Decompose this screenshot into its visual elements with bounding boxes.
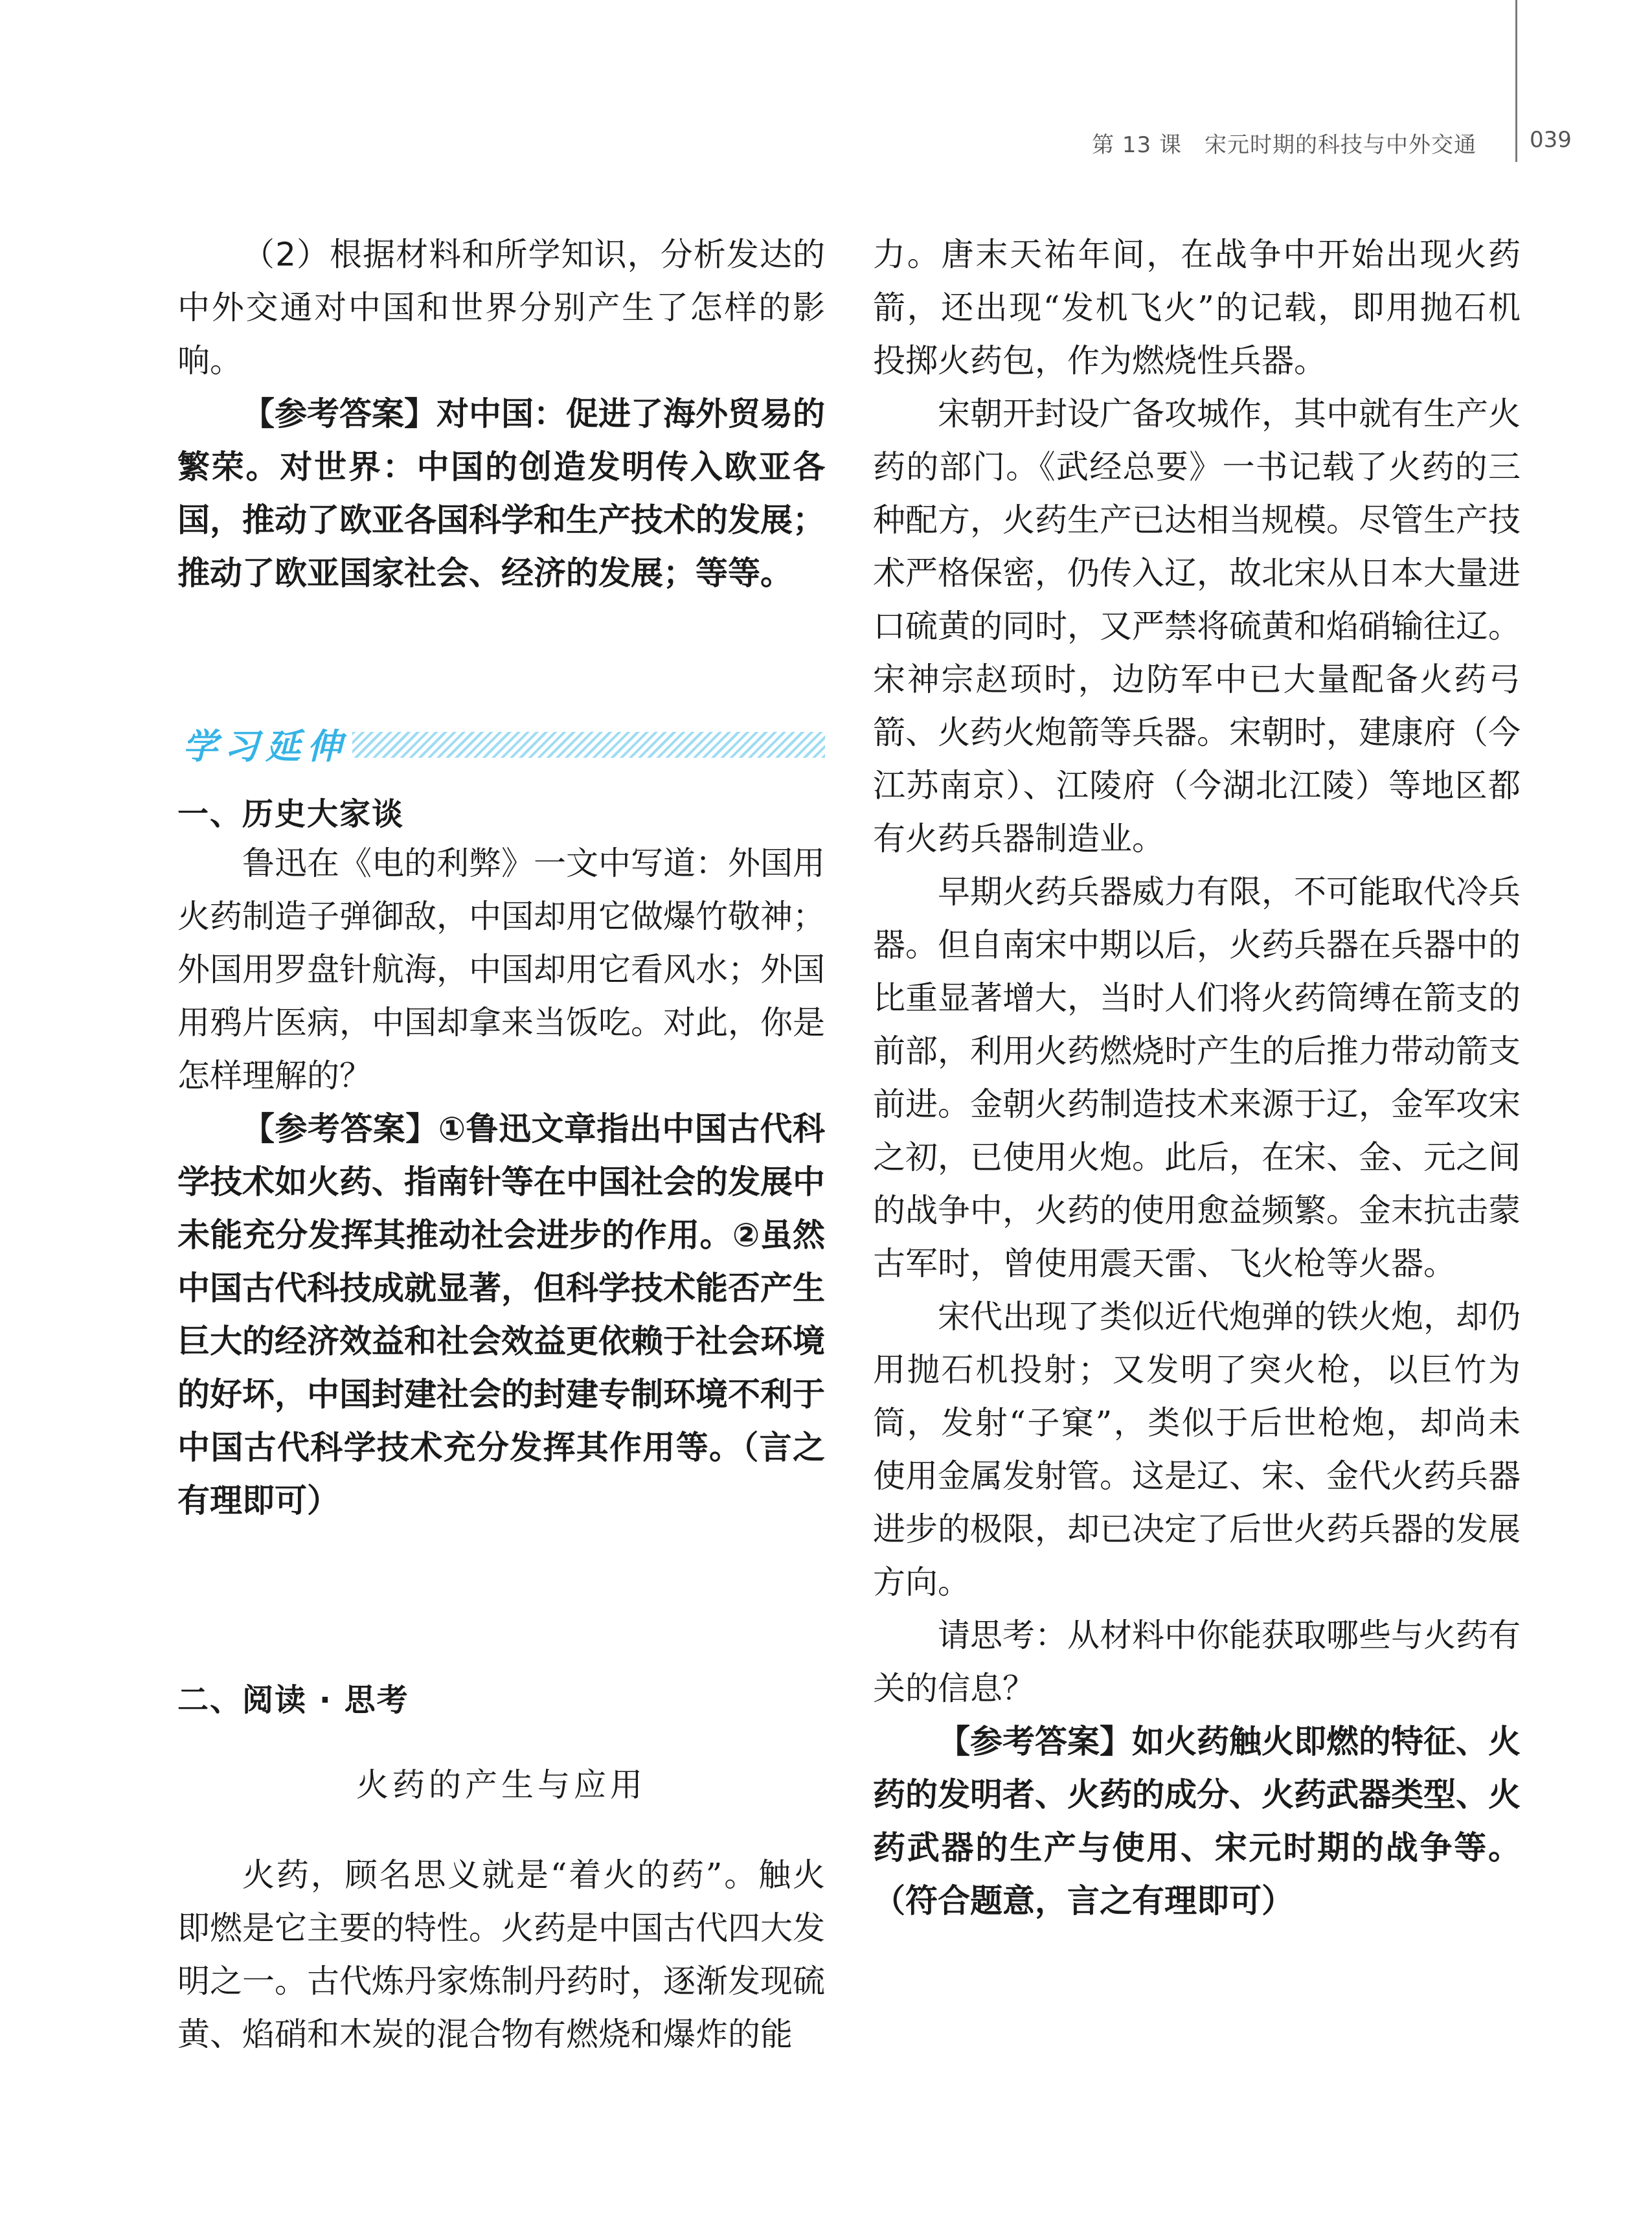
running-header-title: 第 13 课 宋元时期的科技与中外交通 bbox=[1092, 132, 1477, 158]
answer-label: 【参考答案】 bbox=[938, 1723, 1132, 1760]
subsection-heading-1: 一、历史大家谈 bbox=[177, 796, 405, 832]
question-2-answer bbox=[177, 387, 825, 600]
answer-label: 【参考答案】 bbox=[242, 1110, 438, 1148]
section-title: 学习延伸 bbox=[183, 726, 348, 767]
question-2-text: （2）根据材料和所学知识，分析发达的中外交通对中国和世界分别产生了怎样的影响。 bbox=[177, 236, 825, 380]
article-paragraph-4: 宋代出现了类似近代炮弹的铁火炮，却仍用抛石机投射；又发明了突火枪，以巨竹为筒，发射“子窠”，类似于后世枪炮，却尚未使用金属发射管。这是辽、宋、金代火药兵器进步的极限，却已决定了后世火药兵器的发展方向。 bbox=[873, 1298, 1521, 1601]
discussion-answer bbox=[177, 1102, 825, 1527]
section-banner bbox=[177, 719, 825, 771]
article-title: 火药的产生与应用 bbox=[356, 1766, 646, 1804]
answer-label: 【参考答案】 bbox=[242, 395, 436, 433]
answer-text: 对中国：促进了海外贸易的繁荣。对世界：中国的创造发明传入欧亚各国，推动了欧亚各国科学和生产技术的发展；推动了欧亚国家社会、经济的发展；等等。 bbox=[177, 395, 825, 592]
banner-hatch-decoration bbox=[352, 732, 825, 758]
left-discussion-block bbox=[177, 837, 825, 1527]
article-paragraph-1: 火药，顾名思义就是“着火的药”。触火即燃是它主要的特性。火药是中国古代四大发明之一。古代炼丹家炼制丹药时，逐渐发现硫黄、焰硝和木炭的混合物有燃烧和爆炸的能 bbox=[177, 1856, 825, 2053]
article-paragraph-3: 早期火药兵器威力有限，不可能取代冷兵器。但自南宋中期以后，火药兵器在兵器中的比重显著增大，当时人们将火药筒缚在箭支的前部，利用火药燃烧时产生的后推力带动箭支前进。金朝火药制造技术来源于辽，金军攻宋之初，已使用火炮。此后，在宋、金、元之间的战争中，火药的使用愈益频繁。金末抗击蒙古军时，曾使用震天雷、飞火枪等火器。 bbox=[873, 873, 1521, 1282]
subsection-heading-2: 二、阅读 · 思考 bbox=[177, 1682, 409, 1718]
left-question-block bbox=[177, 228, 825, 600]
think-question: 请思考：从材料中你能获取哪些与火药有关的信息？ bbox=[873, 1617, 1521, 1707]
page-number: 039 bbox=[1530, 127, 1572, 153]
answer-text: ①鲁迅文章指出中国古代科学技术如火药、指南针等在中国社会的发展中未能充分发挥其推动社会进步的作用。②虽然中国古代科技成就显著，但科学技术能否产生巨大的经济效益和社会效益更依赖于社会环境的好坏，中国封建社会的封建专制环境不利于中国古代科学技术充分发挥其作用等。（言之有理即可） bbox=[177, 1110, 825, 1519]
top-right-rule bbox=[1515, 0, 1517, 162]
discussion-text: 鲁迅在《电的利弊》一文中写道：外国用火药制造子弹御敌，中国却用它做爆竹敬神；外国用罗盘针航海，中国却用它看风水；外国用鸦片医病，中国却拿来当饭吃。对此，你是怎样理解的？ bbox=[177, 845, 825, 1095]
article-start-block bbox=[177, 1848, 825, 2061]
think-answer bbox=[873, 1715, 1521, 1927]
answer-text: 如火药触火即燃的特征、火药的发明者、火药的成分、火药武器类型、火药武器的生产与使用、宋元时期的战争等。（符合题意，言之有理即可） bbox=[873, 1723, 1521, 1920]
article-paragraph-1-cont: 力。唐末天祐年间，在战争中开始出现火药箭，还出现“发机飞火”的记载，即用抛石机投掷火药包，作为燃烧性兵器。 bbox=[873, 236, 1521, 380]
article-paragraph-2: 宋朝开封设广备攻城作，其中就有生产火药的部门。《武经总要》一书记载了火药的三种配方，火药生产已达相当规模。尽管生产技术严格保密，仍传入辽，故北宋从日本大量进口硫黄的同时，又严禁将硫黄和焰硝输往辽。宋神宗赵顼时，边防军中已大量配备火药弓箭、火药火炮箭等兵器。宋朝时，建康府（今江苏南京）、江陵府（今湖北江陵）等地区都有火药兵器制造业。 bbox=[873, 395, 1521, 857]
right-column bbox=[873, 228, 1521, 1927]
